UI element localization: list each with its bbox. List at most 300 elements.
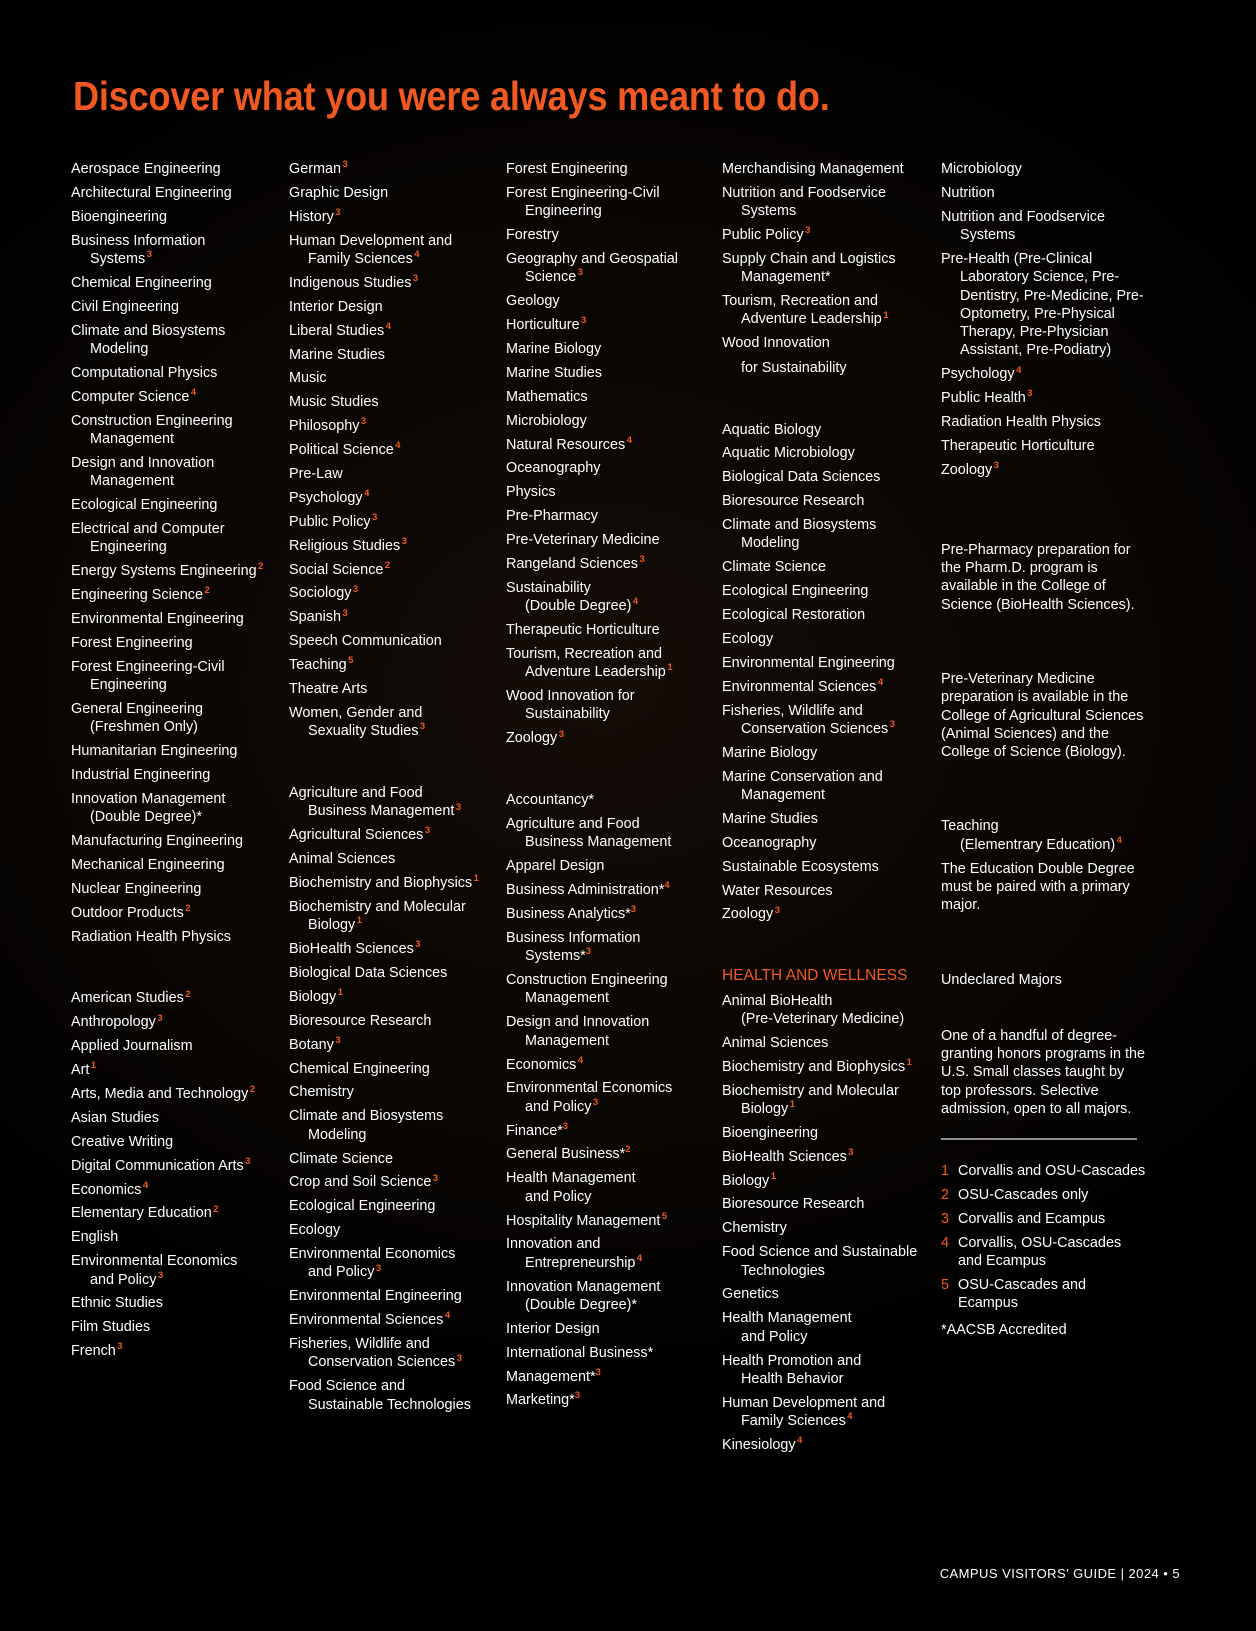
major-name-continued: Systems	[741, 203, 797, 220]
column-3	[506, 160, 711, 1415]
major-entry	[71, 454, 281, 491]
legend-number: 1	[941, 1163, 950, 1180]
major-entry	[506, 160, 711, 178]
major-name: Bioresource Research	[289, 1012, 432, 1029]
major-entry	[289, 298, 494, 316]
section-heading: HEALTH AND WELLNESS	[722, 967, 908, 985]
major-name-continued: (Double Degree) $^4$	[525, 595, 639, 615]
major-entry	[506, 791, 711, 809]
major-name-continued: Management	[90, 430, 174, 447]
major-name: Aquatic Microbiology	[722, 445, 855, 462]
campus-footnote-marker: 3	[245, 1154, 251, 1166]
major-entry	[506, 1079, 711, 1116]
major-entry	[722, 1243, 932, 1280]
major-name: Interior Design	[506, 1320, 600, 1337]
major-name: Political Science $^4$	[289, 439, 401, 459]
major-name: BioHealth Sciences $^3$	[722, 1145, 854, 1165]
health-and-wellness-group	[722, 992, 932, 1455]
major-entry	[506, 1169, 711, 1206]
campus-footnote-marker: 3	[639, 553, 645, 565]
major-entry	[506, 1391, 711, 1409]
major-name: Oceanography	[722, 834, 817, 851]
major-entry	[71, 1294, 281, 1312]
major-entry	[71, 1342, 281, 1360]
campus-footnote-marker: 3	[342, 158, 348, 170]
major-name: Computational Physics	[71, 364, 218, 381]
campus-footnote-marker: 3	[774, 903, 780, 915]
legend-number: 2	[941, 1187, 950, 1204]
major-name: Agriculture and Food	[289, 785, 423, 802]
major-name: Public Policy $^3$	[722, 224, 811, 244]
major-name: Food Science and Sustainable	[722, 1244, 918, 1261]
major-entry	[941, 184, 1146, 202]
major-name: Genetics	[722, 1286, 779, 1303]
major-name: Social Science $^2$	[289, 558, 391, 578]
teaching-note-body: The Education Double Degree must be paired with a primary major.	[941, 860, 1135, 914]
major-name: Indigenous Studies $^3$	[289, 272, 419, 291]
major-name: Film Studies	[71, 1319, 151, 1336]
major-name: Wood Innovation	[722, 335, 830, 352]
major-name: Ecological Engineering	[289, 1198, 436, 1215]
note-separator	[941, 989, 1146, 1027]
major-entry	[506, 621, 711, 639]
major-entry	[71, 880, 281, 898]
campus-footnote-marker: 4	[577, 1053, 584, 1065]
major-entry	[289, 1173, 494, 1191]
campus-footnote-marker: 1	[883, 308, 889, 320]
campus-footnote-marker: 3	[335, 1033, 341, 1045]
major-entry	[289, 1060, 494, 1078]
major-entry	[289, 704, 494, 741]
legend-item	[941, 1186, 1146, 1204]
campus-footnote-marker: 4	[190, 385, 197, 397]
major-entry	[722, 421, 932, 439]
major-name: Pre-Veterinary Medicine	[506, 532, 660, 549]
major-name-continued: (Pre-Veterinary Medicine)	[741, 1010, 905, 1027]
major-name: Climate Science	[289, 1150, 393, 1167]
major-entry	[506, 815, 711, 852]
major-name: Forest Engineering	[506, 161, 628, 177]
legend-item	[941, 1276, 1146, 1313]
major-name: Food Science and	[289, 1378, 406, 1395]
health-continued	[941, 160, 1146, 479]
major-name: Interior Design	[289, 298, 383, 315]
major-name: Innovation Management	[71, 790, 226, 807]
campus-footnote-marker: 3	[157, 1268, 164, 1280]
major-name: Rangeland Sciences $^3$	[506, 553, 645, 572]
major-name-continued: Biology $^1$	[741, 1098, 795, 1117]
pre-vet-note: Pre-Veterinary Medicine preparation is available in the College of Agricultural Sciences (Animal Sciences) and the College of Science (Biology).	[941, 670, 1144, 761]
major-name: Economics $^4$	[71, 1178, 149, 1198]
major-name: Creative Writing	[71, 1133, 174, 1150]
agriculture-science-group	[289, 784, 494, 1414]
major-name: Economics $^4$	[506, 1053, 584, 1073]
major-entry	[722, 492, 932, 510]
major-entry	[941, 208, 1146, 245]
major-name: Aquatic Biology	[722, 421, 822, 438]
major-entry	[71, 1037, 281, 1055]
major-name: Women, Gender and	[289, 704, 423, 721]
major-name: Ecology	[722, 630, 774, 647]
major-entry	[289, 1287, 494, 1305]
major-name: Nuclear Engineering	[71, 880, 202, 897]
major-name: BioHealth Sciences $^3$	[289, 938, 421, 958]
major-name: Apparel Design	[506, 858, 605, 875]
major-entry	[71, 634, 281, 652]
major-name: Architectural Engineering	[71, 184, 232, 201]
group-separator	[71, 951, 281, 989]
campus-footnote-marker: 3	[352, 582, 359, 594]
major-entry	[289, 680, 494, 698]
campus-footnote-marker: 3	[805, 224, 811, 236]
major-name-continued: Adventure Leadership $^1$	[741, 308, 889, 328]
major-name: Biochemistry and Molecular	[289, 898, 466, 915]
major-name: Wood Innovation for	[506, 688, 635, 705]
major-name: Chemistry	[289, 1084, 354, 1101]
major-entry	[722, 834, 932, 852]
major-entry	[722, 744, 932, 762]
major-name: Biology $^1$	[289, 986, 343, 1005]
major-entry	[71, 1318, 281, 1336]
campus-footnote-marker: 4	[395, 439, 401, 451]
liberal-arts-continued	[289, 160, 494, 740]
major-entry	[722, 250, 932, 287]
major-name: Zoology $^3$	[941, 459, 999, 478]
major-entry	[506, 929, 711, 966]
campus-footnote-marker: 3	[342, 606, 348, 618]
major-entry	[289, 964, 494, 982]
major-entry	[289, 1335, 494, 1372]
major-name-continued: and Policy $^3$	[308, 1261, 382, 1281]
major-name: Hospitality Management $^5$	[506, 1209, 668, 1229]
major-entry	[71, 412, 281, 449]
major-name: Physics	[506, 484, 556, 501]
liberal-arts-group	[71, 989, 281, 1360]
major-entry	[71, 322, 281, 359]
major-entry	[289, 608, 494, 626]
major-name: Elementary Education $^2$	[71, 1202, 219, 1222]
campus-footnote-marker: 4	[877, 675, 884, 687]
campus-footnote-marker: 4	[414, 248, 420, 260]
major-entry	[506, 971, 711, 1008]
major-name: General Business*$^2$	[506, 1143, 631, 1163]
major-entry	[289, 1012, 494, 1030]
major-entry	[722, 1034, 932, 1052]
pre-pharmacy-note: Pre-Pharmacy preparation for the Pharm.D. program is available in the College of Science (BioHealth Sciences).	[941, 541, 1135, 613]
major-name: Business Information	[506, 929, 641, 946]
major-name: Aerospace Engineering	[71, 161, 221, 177]
major-name: Merchandising Management	[722, 161, 904, 177]
major-name: Civil Engineering	[71, 298, 179, 315]
major-name: Water Resources	[722, 882, 833, 899]
major-entry	[71, 298, 281, 316]
major-entry	[506, 459, 711, 477]
major-entry	[506, 531, 711, 549]
honors-program-note: One of a handful of degree-granting honors programs in the U.S. Small classes taught by top professors. Selective admission, open to all majors.	[941, 1027, 1145, 1118]
major-name: Biochemistry and Biophysics $^1$	[722, 1055, 912, 1075]
major-name-continued: (Double Degree)*	[90, 809, 202, 826]
campus-footnote-marker: 3	[415, 938, 421, 950]
major-name: Liberal Studies $^4$	[289, 319, 391, 339]
major-name: Environmental Economics	[71, 1253, 238, 1270]
campus-footnote-marker: 4	[364, 487, 370, 499]
major-entry	[289, 160, 494, 178]
major-name: Supply Chain and Logistics	[722, 250, 896, 267]
major-name: Forest Engineering-Civil	[71, 658, 225, 675]
major-name: Geology	[506, 293, 560, 310]
major-name: Nutrition	[941, 184, 995, 201]
campus-footnote-marker: 3	[335, 205, 341, 217]
major-name-continued: Biology $^1$	[308, 914, 362, 934]
campus-footnote-marker: 4	[847, 1410, 853, 1422]
major-name: Music	[289, 370, 327, 387]
major-entry	[722, 630, 932, 648]
major-entry	[71, 385, 281, 406]
column-4	[722, 160, 932, 1460]
major-name: Manufacturing Engineering	[71, 832, 243, 849]
major-entry	[506, 184, 711, 221]
campus-footnote-marker: 3	[117, 1340, 123, 1352]
campus-footnote-marker: 2	[625, 1143, 631, 1155]
campus-footnote-marker: 1	[356, 914, 362, 926]
major-entry	[289, 1150, 494, 1168]
major-entry	[506, 905, 711, 923]
major-entry	[722, 1219, 932, 1237]
major-entry	[289, 369, 494, 387]
major-name-continued: Systems*$^3$	[525, 945, 591, 965]
note-separator	[941, 761, 1146, 817]
undeclared-majors-title: Undeclared Majors	[941, 971, 1062, 988]
major-name-continued: Family Sciences $^4$	[308, 248, 420, 267]
major-name: American Studies $^2$	[71, 987, 191, 1007]
major-name-continued: Business Management	[525, 834, 672, 851]
major-entry	[722, 606, 932, 624]
major-entry	[289, 1245, 494, 1282]
major-entry	[941, 437, 1146, 455]
major-name: Ecological Engineering	[722, 583, 869, 600]
major-name: Innovation Management	[506, 1278, 661, 1295]
major-name: Biochemistry and Molecular	[722, 1082, 899, 1099]
major-name-continued: Laboratory Science, Pre-Dentistry, Pre-Medicine, Pre-Optometry, Pre-Physical Therapy, Pre-Physician Assistant, Pre-Podiatry)	[960, 269, 1144, 359]
major-entry	[71, 1154, 281, 1175]
campus-footnote-marker: 4	[636, 1251, 643, 1263]
major-entry	[289, 1083, 494, 1101]
natural-resources-group	[506, 160, 711, 748]
major-entry	[941, 413, 1146, 431]
teaching-sublabel: (Elementrary Education) $^4$	[960, 833, 1122, 853]
major-entry	[289, 1221, 494, 1239]
major-entry	[506, 1344, 711, 1362]
major-entry	[71, 274, 281, 292]
major-name: Applied Journalism	[71, 1038, 193, 1055]
major-name: Oceanography	[506, 460, 601, 477]
major-name: Biological Data Sciences	[722, 469, 881, 486]
major-entry	[289, 417, 494, 435]
major-name: Construction Engineering	[71, 412, 233, 429]
major-entry	[722, 702, 932, 739]
major-name: Mechanical Engineering	[71, 856, 225, 873]
major-name: Ecological Engineering	[71, 496, 218, 513]
major-entry	[722, 810, 932, 828]
major-name-continued: Health Behavior	[741, 1370, 844, 1387]
major-entry	[506, 857, 711, 875]
major-entry	[722, 1124, 932, 1142]
major-entry	[289, 874, 494, 892]
major-entry	[289, 850, 494, 868]
major-entry	[71, 160, 281, 178]
major-name: Radiation Health Physics	[71, 928, 231, 945]
major-name: Outdoor Products $^2$	[71, 901, 191, 921]
major-name: German $^3$	[289, 158, 348, 177]
major-name-continued: and Policy $^3$	[525, 1095, 599, 1115]
campus-footnote-marker: 3	[848, 1145, 854, 1157]
campus-footnote-marker: 4	[797, 1434, 803, 1446]
major-name: Animal Sciences	[722, 1034, 829, 1051]
major-name: Therapeutic Horticulture	[506, 622, 660, 639]
major-name: Animal Sciences	[289, 851, 396, 868]
major-name: Teaching $^5$	[289, 654, 354, 674]
major-entry	[71, 742, 281, 760]
campus-footnote-marker: 4	[632, 595, 639, 607]
campus-footnote-marker: 3	[585, 945, 591, 957]
major-name-continued: for Sustainability	[741, 359, 847, 376]
campus-footnote-marker: 4	[664, 879, 670, 891]
major-name: Environmental Economics	[289, 1246, 456, 1263]
major-entry	[506, 579, 711, 616]
campus-footnote-marker: 3	[562, 1119, 569, 1131]
major-name: Microbiology	[506, 412, 587, 429]
major-entry	[289, 510, 494, 531]
major-name: Botany $^3$	[289, 1033, 341, 1053]
legend-divider	[941, 1138, 1137, 1140]
major-entry	[722, 1352, 932, 1389]
major-name: Climate and Biosystems	[71, 322, 226, 339]
major-entry	[71, 989, 281, 1007]
major-name: Engineering Science $^2$	[71, 584, 210, 603]
major-name-continued: Engineering	[525, 203, 602, 220]
major-name: Climate Science	[722, 559, 826, 576]
major-name: Art $^1$	[71, 1059, 97, 1079]
major-entry	[71, 1061, 281, 1079]
major-name-continued: Entrepreneurship $^4$	[525, 1251, 643, 1271]
major-entry	[289, 784, 494, 821]
campus-footnote-marker: 3	[157, 1011, 163, 1023]
major-name: Marketing*$^3$	[506, 1389, 581, 1409]
major-name-continued: and Policy	[741, 1328, 808, 1345]
legend-item	[941, 1210, 1146, 1228]
major-name: Digital Communication Arts $^3$	[71, 1154, 251, 1174]
campus-footnote-marker: 3	[360, 415, 367, 427]
major-entry	[71, 700, 281, 737]
major-name: Business Administration*$^4$	[506, 879, 670, 899]
major-entry	[506, 250, 711, 287]
major-entry	[722, 858, 932, 876]
major-entry	[289, 826, 494, 844]
major-name-continued: Management	[525, 1032, 609, 1049]
major-entry	[506, 316, 711, 334]
campus-footnote-marker: 3	[889, 718, 895, 730]
major-name: Management*$^3$	[506, 1365, 601, 1385]
major-name: Chemical Engineering	[71, 274, 212, 291]
major-name: Ecology	[289, 1222, 341, 1239]
major-entry	[506, 1053, 711, 1074]
major-entry	[289, 632, 494, 650]
major-entry	[289, 274, 494, 292]
major-name-continued: and Policy	[525, 1188, 592, 1205]
campus-footnote-marker: 3	[455, 800, 462, 812]
column-5	[941, 160, 1146, 1340]
major-entry	[506, 1320, 711, 1338]
business-continued	[722, 160, 932, 377]
major-name: Forest Engineering-Civil	[506, 184, 660, 201]
campus-footnote-marker: 4	[626, 433, 632, 445]
major-name: Fisheries, Wildlife and	[722, 702, 863, 719]
campus-footnote-marker: 3	[372, 510, 378, 522]
major-name: Pre-Pharmacy	[506, 508, 598, 525]
major-entry	[289, 584, 494, 602]
major-name-continued: Sustainability	[525, 706, 610, 723]
major-name: Environmental Engineering	[71, 610, 244, 627]
major-entry	[506, 1278, 711, 1315]
campus-footnote-marker: 3	[630, 903, 636, 915]
major-entry	[506, 483, 711, 501]
major-name: Kinesiology $^4$	[722, 1434, 803, 1453]
major-entry	[722, 558, 932, 576]
major-name: Anthropology $^3$	[71, 1011, 163, 1031]
major-name: Agricultural Sciences $^3$	[289, 824, 431, 844]
major-name-continued: Modeling	[741, 535, 800, 552]
major-name: Therapeutic Horticulture	[941, 438, 1095, 455]
campus-footnote-marker: 4	[1116, 833, 1122, 845]
campus-footnote-marker: 1	[473, 872, 479, 884]
major-entry	[506, 507, 711, 525]
major-entry	[289, 988, 494, 1006]
major-name: Nutrition and Foodservice	[941, 208, 1105, 225]
major-entry	[289, 558, 494, 579]
major-name-continued: Conservation Sciences $^3$	[741, 718, 895, 737]
major-entry	[506, 1145, 711, 1163]
major-name: Radiation Health Physics	[941, 414, 1101, 431]
major-name: Accountancy*	[506, 792, 594, 809]
major-entry	[722, 516, 932, 553]
campus-footnote-marker: 1	[789, 1098, 795, 1110]
major-name-continued: Modeling	[308, 1126, 367, 1143]
major-entry	[289, 184, 494, 202]
major-name-continued: Systems $^3$	[90, 248, 152, 267]
major-entry	[71, 658, 281, 695]
major-name: Health Promotion and	[722, 1352, 862, 1369]
major-name: Forest Engineering	[71, 634, 193, 651]
major-entry	[289, 534, 494, 555]
major-name: Theatre Arts	[289, 681, 368, 697]
major-name: Innovation and	[506, 1236, 601, 1253]
major-name: Bioengineering	[722, 1124, 819, 1141]
major-entry	[71, 1252, 281, 1289]
major-entry	[722, 226, 932, 244]
major-entry	[722, 444, 932, 462]
legend-number: 4	[941, 1234, 950, 1251]
major-name: Sustainable Ecosystems	[722, 858, 879, 875]
major-entry	[722, 1055, 932, 1076]
major-name: Finance*$^3$	[506, 1119, 569, 1139]
campus-footnote-marker: 4	[142, 1178, 149, 1190]
major-name: Pre-Health (Pre-Clinical	[941, 250, 1093, 267]
major-entry	[506, 433, 711, 454]
major-entry	[722, 654, 932, 672]
major-entry	[71, 901, 281, 922]
major-entry	[71, 790, 281, 827]
major-entry	[722, 468, 932, 486]
